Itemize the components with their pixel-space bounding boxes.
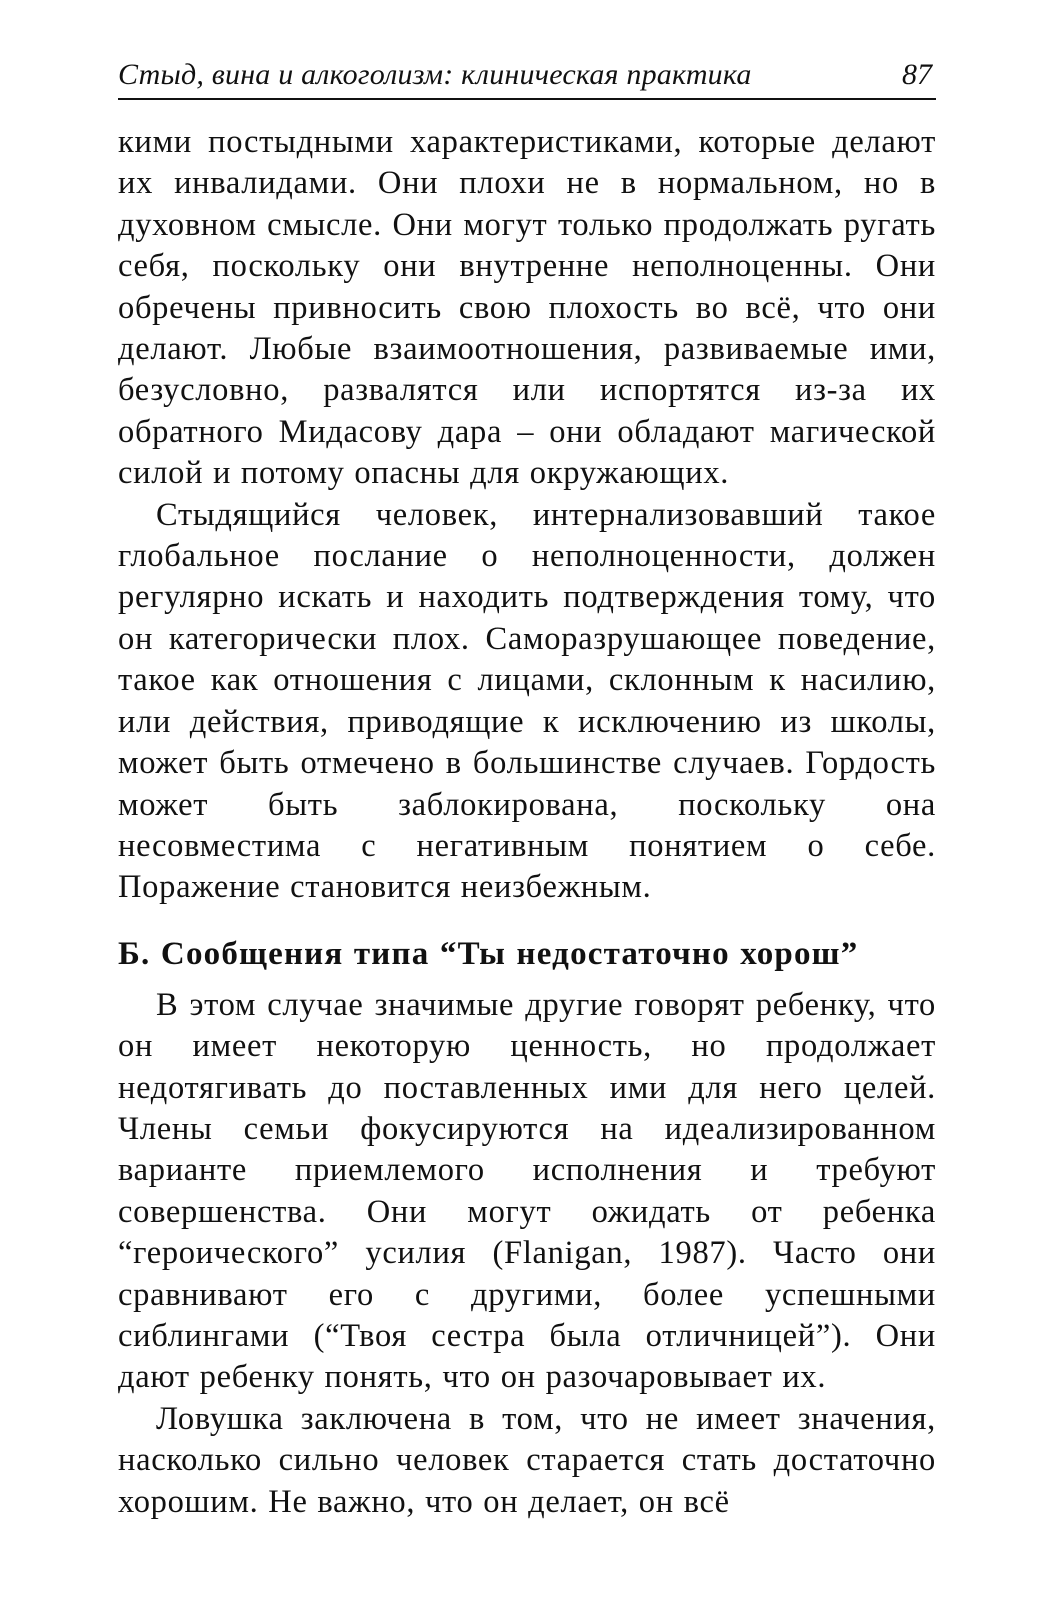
section-heading: Б. Сообщения типа “Ты недостаточно хорош”	[118, 935, 859, 972]
page-number: 87	[902, 58, 932, 91]
paragraph-continuation: кими постыдными характеристиками, которые делают их инвалидами. Они плохи не в нормальном, но в духовном смысле. Они могут только продолжать ругать себя, поскольку они внутренне неполноценны. Они обречены привносить свою плохость во всё, что они делают. Любые взаимоотношения, развиваемые ими, безусловно, развалятся или испортятся из-за их обратного Мидасову дара – они обладают магической силой и потому опасны для окружающих.	[118, 124, 936, 492]
running-header	[118, 52, 936, 100]
body-text	[118, 122, 936, 1523]
running-header-title: Стыд, вина и алкоголизм: клиническая практика	[118, 58, 752, 91]
paragraph: В этом случае значимые другие говорят ребенку, что он имеет некоторую ценность, но продолжает недотягивать до поставленных ими для него целей. Члены семьи фокусируются на идеализированном варианте приемлемого исполнения и требуют совершенства. Они могут ожидать от ребенка “героического” усилия (Flanigan, 1987). Часто они сравнивают его с другими, более успешными сиблингами (“Твоя сестра была отличницей”). Они дают ребенку понять, что он разочаровывает их.	[118, 986, 936, 1396]
book-page	[118, 52, 936, 1523]
paragraph: Ловушка заключена в том, что не имеет значения, насколько сильно человек старается стать достаточно хорошим. Не важно, что он делает, он всё	[118, 1400, 936, 1520]
paragraph: Стыдящийся человек, интернализовавший такое глобальное послание о неполноценности, должен регулярно искать и находить подтверждения тому, что он категорически плох. Саморазрушающее поведение, такое как отношения с лицами, склонным к насилию, или действия, приводящие к исключению из школы, может быть отмечено в большинстве случаев. Гордость может быть заблокирована, поскольку она несовместима с негативным понятием о себе. Поражение становится неизбежным.	[118, 496, 936, 906]
